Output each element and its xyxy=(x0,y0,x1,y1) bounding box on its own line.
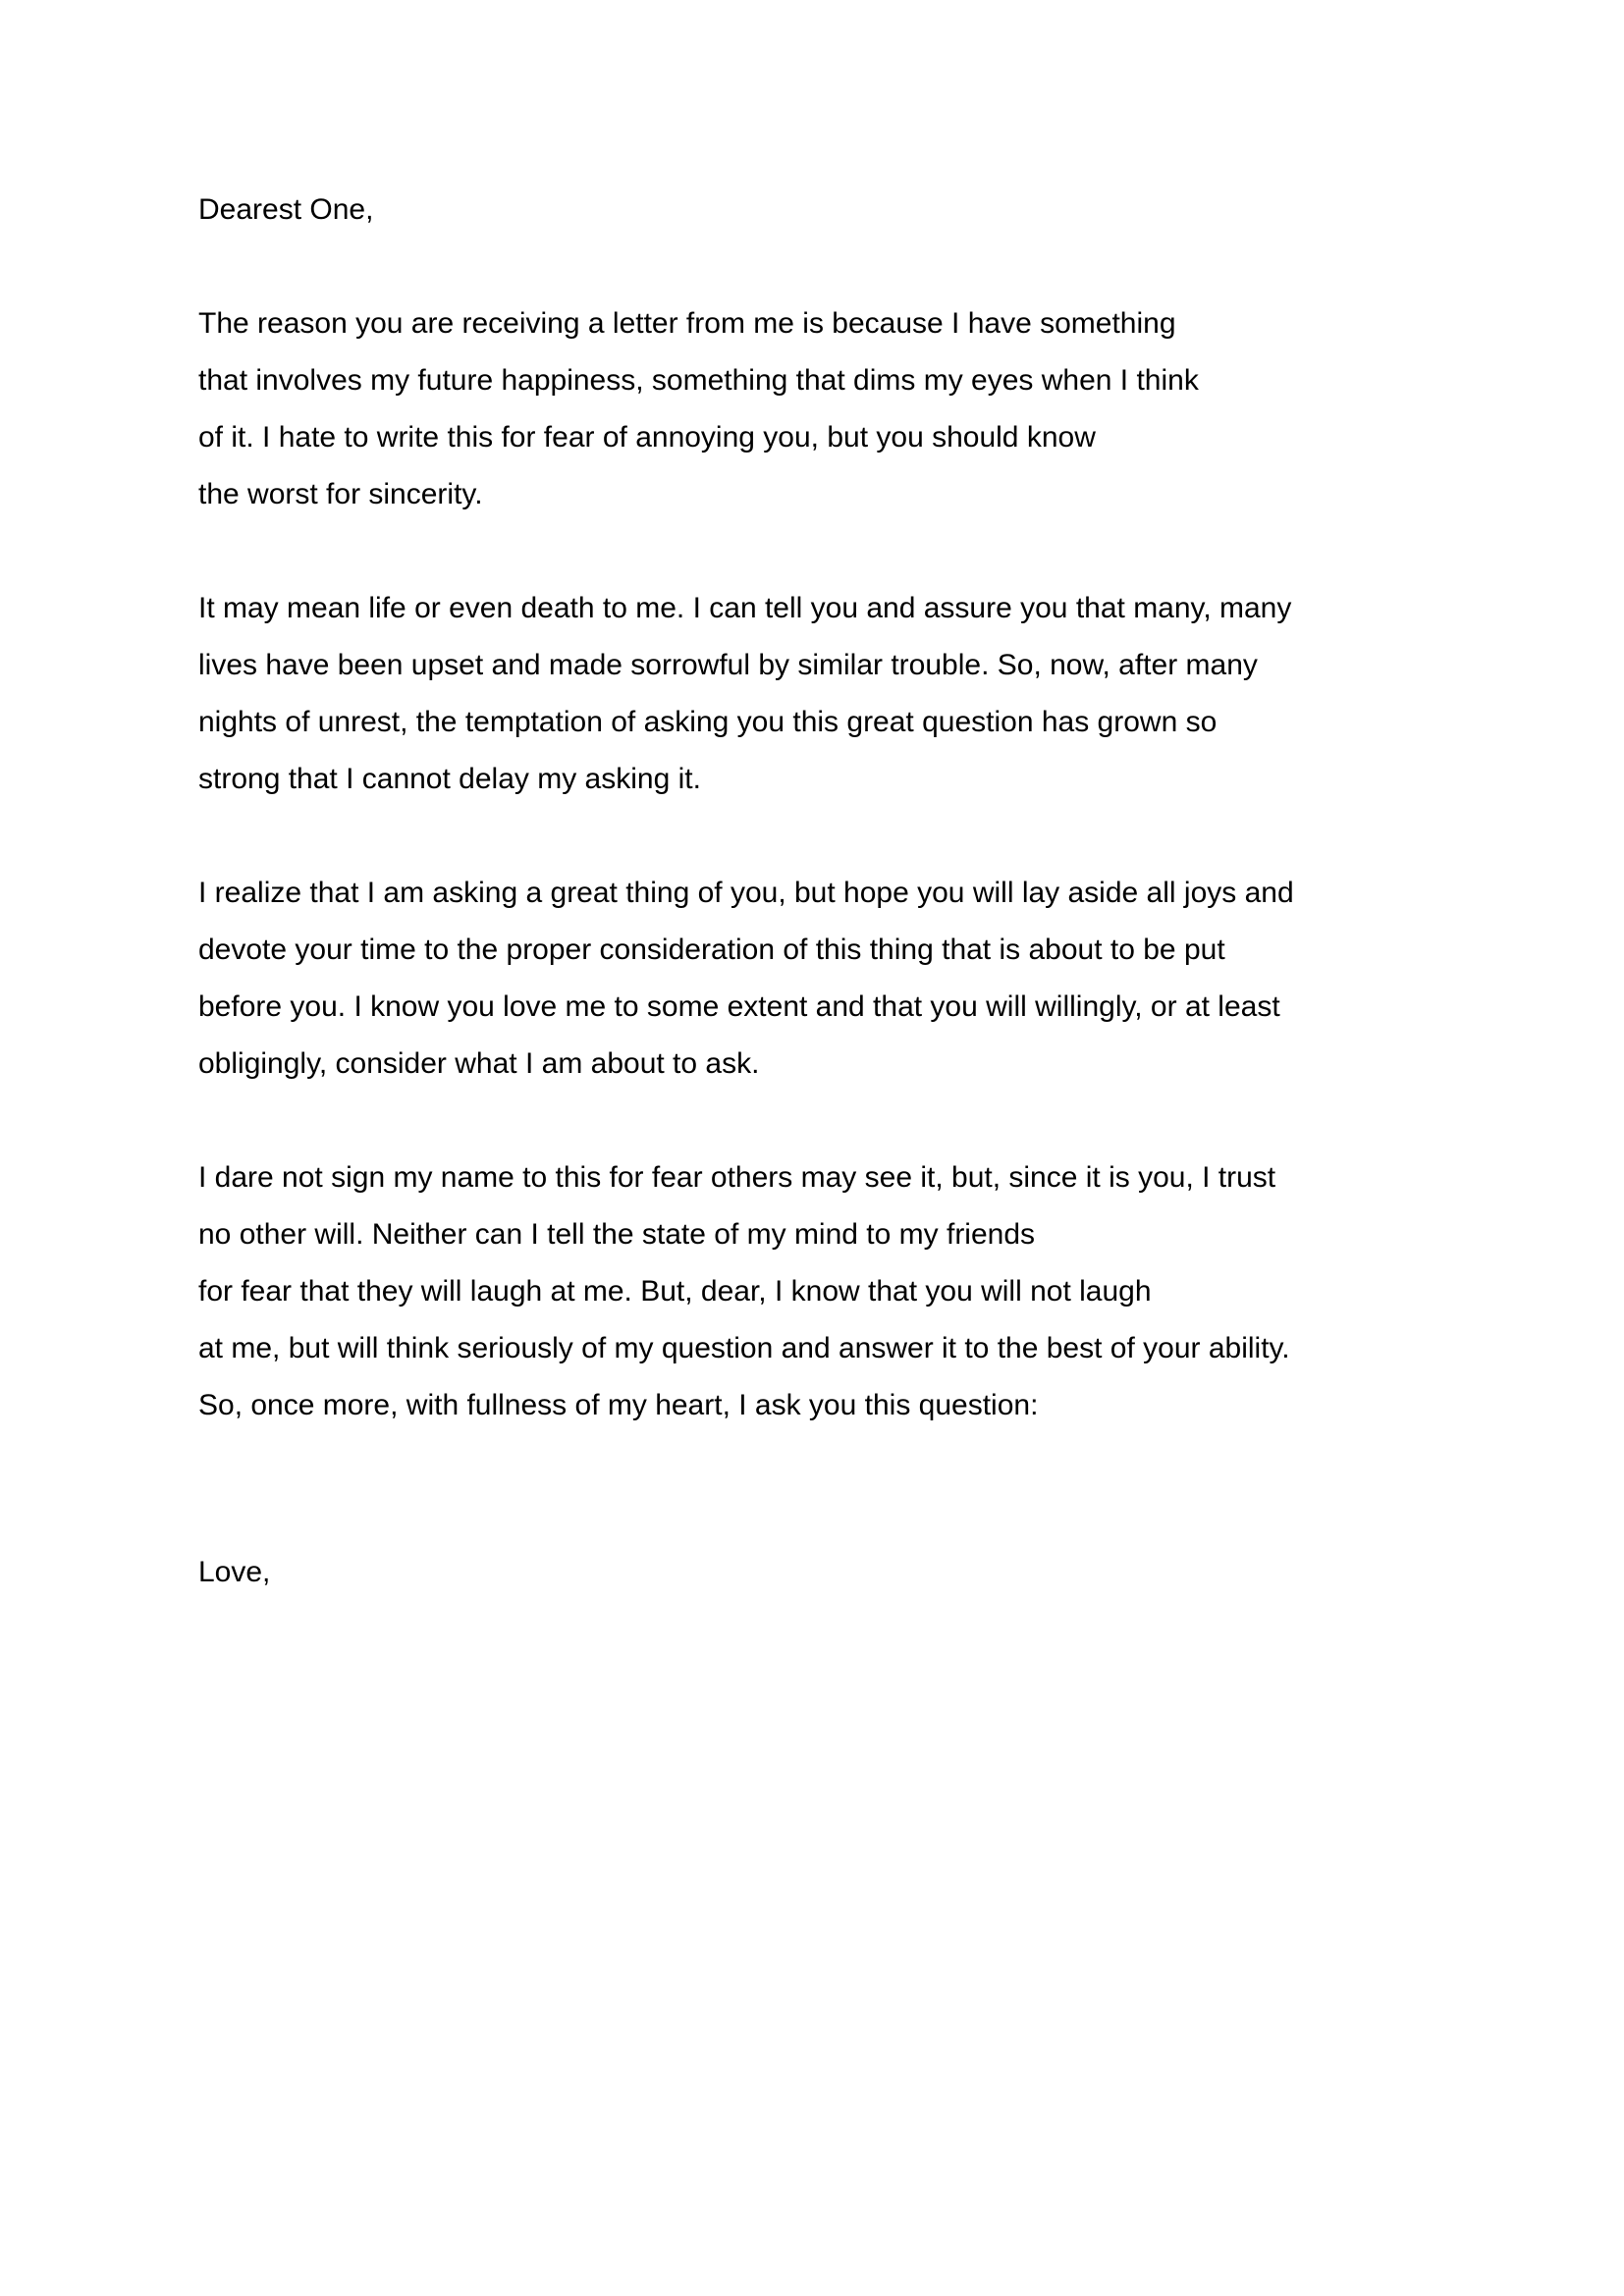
paragraph-4 xyxy=(198,1149,1428,1434)
letter-line: before you. I know you love me to some extent and that you will willingly, or at least xyxy=(198,990,1280,1023)
paragraph-1 xyxy=(198,295,1428,523)
letter-line: at me, but will think seriously of my question and answer it to the best of your ability. xyxy=(198,1332,1290,1364)
paragraph-2 xyxy=(198,580,1428,808)
salutation-line: Dearest One, xyxy=(198,193,374,226)
closing-line: Love, xyxy=(198,1556,271,1588)
letter-line: I realize that I am asking a great thing of you, but hope you will lay aside all joys and xyxy=(198,877,1294,909)
closing xyxy=(198,1544,1428,1601)
letter-line: lives have been upset and made sorrowful by similar trouble. So, now, after many xyxy=(198,649,1258,681)
letter-line: It may mean life or even death to me. I can tell you and assure you that many, many xyxy=(198,592,1292,624)
letter-line: nights of unrest, the temptation of asking you this great question has grown so xyxy=(198,706,1218,738)
letter-line: no other will. Neither can I tell the state of my mind to my friends xyxy=(198,1218,1036,1251)
letter-line: The reason you are receiving a letter from me is because I have something xyxy=(198,307,1176,340)
letter-line: obligingly, consider what I am about to ask. xyxy=(198,1047,760,1080)
paragraph-3 xyxy=(198,865,1428,1093)
letter-line: strong that I cannot delay my asking it. xyxy=(198,763,701,795)
letter-line: I dare not sign my name to this for fear others may see it, but, since it is you, I trust xyxy=(198,1161,1276,1194)
letter-line: for fear that they will laugh at me. But, dear, I know that you will not laugh xyxy=(198,1275,1152,1308)
letter-line: devote your time to the proper consideration of this thing that is about to be put xyxy=(198,934,1225,966)
letter-line: that involves my future happiness, something that dims my eyes when I think xyxy=(198,364,1199,397)
salutation xyxy=(198,182,1428,239)
letter-line: So, once more, with fullness of my heart, I ask you this question: xyxy=(198,1389,1039,1421)
letter-line: the worst for sincerity. xyxy=(198,478,483,510)
letter-line: of it. I hate to write this for fear of annoying you, but you should know xyxy=(198,421,1096,454)
